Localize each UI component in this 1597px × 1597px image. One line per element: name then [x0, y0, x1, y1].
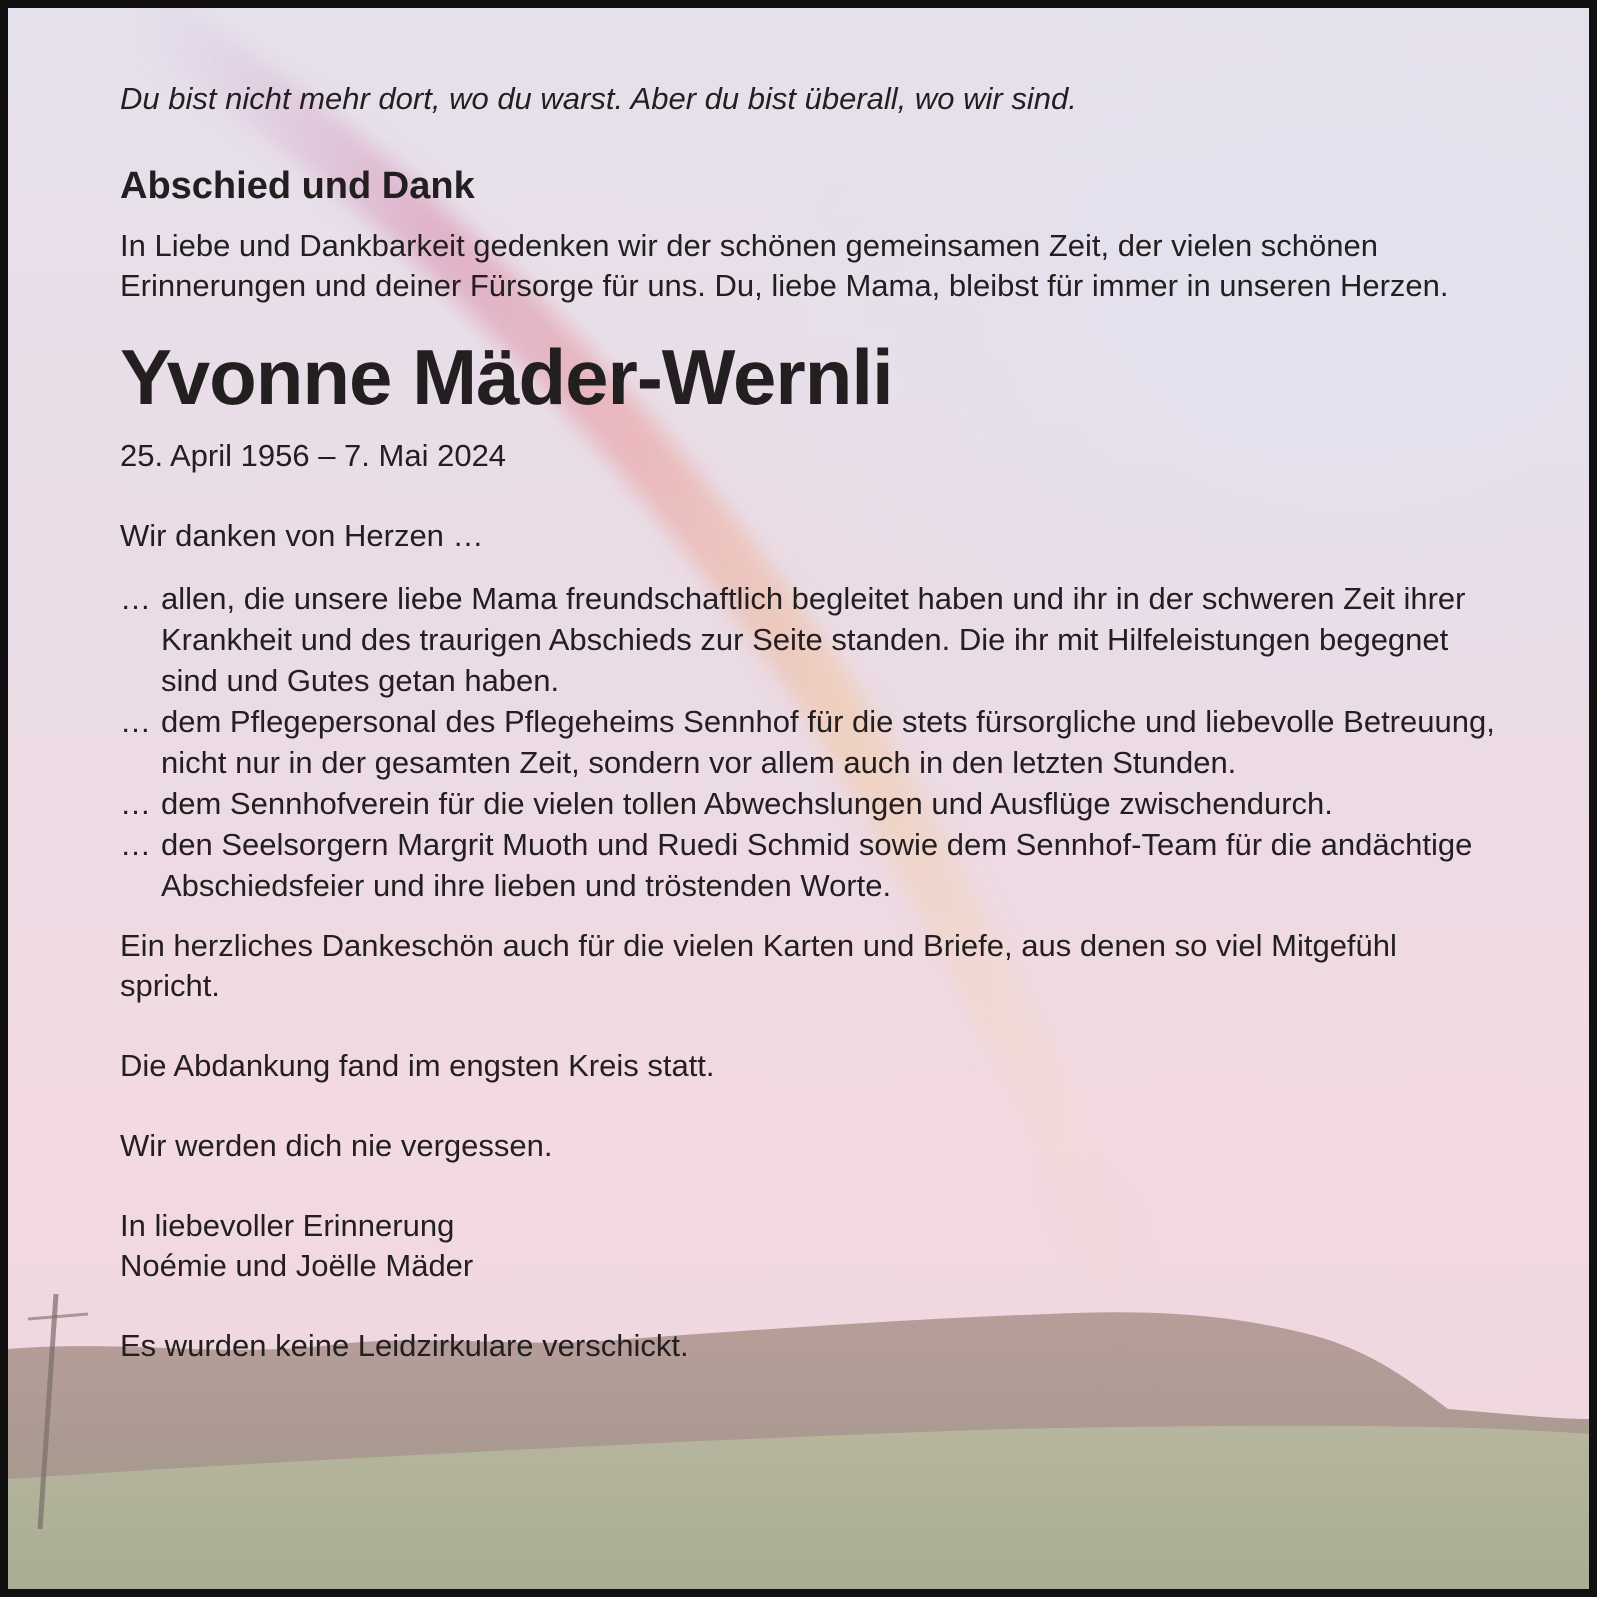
motto: Du bist nicht mehr dort, wo du warst. Aber du bist überall, wo wir sind.: [120, 81, 1077, 116]
intro-paragraph: In Liebe und Dankbarkeit gedenken wir der schönen gemeinsamen Zeit, der vielen schönen Erinnerungen und deiner Fürsorge für uns. Du, liebe Mama, bleibst für immer in unseren Herzen.: [120, 228, 1449, 303]
thanks-item-text: dem Pflegepersonal des Pflegeheims Sennhof für die stets fürsorgliche und liebevolle Betreuung, nicht nur in der gesamten Zeit, sondern vor allem auch in den letzten Stunden.: [161, 704, 1495, 780]
cards-thanks: Ein herzliches Dankeschön auch für die vielen Karten und Briefe, aus denen so viel Mitgefühl spricht.: [120, 928, 1397, 1003]
thanks-item-text: den Seelsorgern Margrit Muoth und Ruedi Schmid sowie dem Sennhof-Team für die andächtige Abschiedsfeier und ihre lieben und tröstenden Worte.: [161, 827, 1473, 903]
thanks-list: [120, 578, 1500, 906]
ellipsis-marker: …: [120, 786, 151, 821]
thanks-lead: Wir danken von Herzen …: [120, 518, 484, 553]
thanks-item-text: dem Sennhofverein für die vielen tollen Abwechslungen und Ausflüge zwischendurch.: [161, 786, 1333, 821]
deceased-name: Yvonne Mäder-Wernli: [120, 333, 893, 421]
ellipsis-marker: …: [120, 581, 151, 616]
never-forget-line: Wir werden dich nie vergessen.: [120, 1128, 553, 1163]
section-heading: Abschied und Dank: [120, 165, 475, 207]
funeral-note: Die Abdankung fand im engsten Kreis statt.: [120, 1048, 715, 1083]
thanks-item: [120, 824, 1500, 906]
thanks-item-text: allen, die unsere liebe Mama freundschaftlich begleitet haben und ihr in der schweren Zeit ihrer Krankheit und des traurigen Abschieds zur Seite standen. Die ihr mit Hilfeleistungen begegnet sind und Gutes getan haben.: [161, 581, 1466, 698]
signature-line-1: In liebevoller Erinnerung: [120, 1208, 455, 1243]
life-dates: 25. April 1956 – 7. Mai 2024: [120, 438, 507, 473]
thanks-item: [120, 701, 1500, 783]
thanks-item: [120, 578, 1500, 701]
thanks-item: [120, 783, 1500, 824]
ellipsis-marker: …: [120, 704, 151, 739]
ellipsis-marker: …: [120, 827, 151, 862]
obituary-text: [120, 80, 1500, 1366]
no-circulars-note: Es wurden keine Leidzirkulare verschickt.: [120, 1328, 689, 1363]
signature-names: Noémie und Joëlle Mäder: [120, 1248, 474, 1283]
